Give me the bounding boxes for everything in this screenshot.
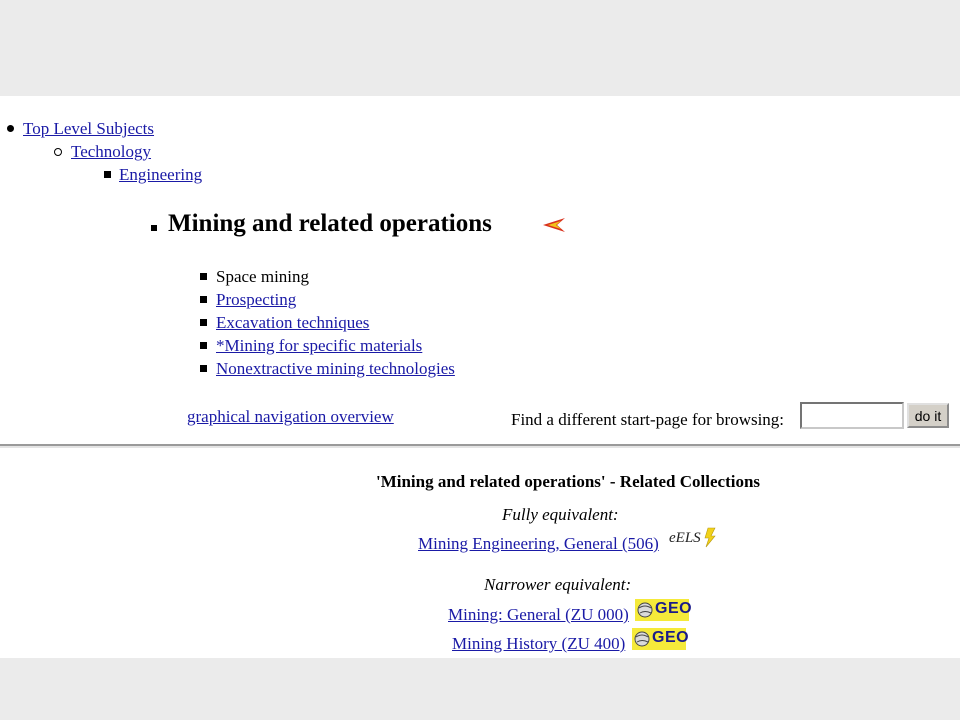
collection-link-mining-engineering-general[interactable]: Mining Engineering, General (506)	[418, 534, 659, 553]
square-bullet-icon	[200, 273, 207, 280]
globe-icon	[633, 629, 653, 649]
subtopic-space-mining: Space mining	[216, 267, 310, 286]
eels-icon[interactable]	[668, 526, 718, 548]
square-bullet-icon	[200, 342, 207, 349]
circle-bullet-icon	[54, 148, 62, 156]
find-start-page-label: Find a different start-page for browsing:	[511, 410, 785, 429]
horizontal-divider	[0, 444, 960, 448]
geo-icon[interactable]	[635, 599, 693, 621]
geo-badge-text: GEO	[652, 629, 690, 646]
breadcrumb-top-level-subjects[interactable]: Top Level Subjects	[23, 119, 155, 138]
page-title: Mining and related operations	[168, 210, 492, 237]
geo-badge-text: GEO	[655, 600, 693, 617]
browser-page	[0, 96, 960, 658]
square-bullet-icon	[200, 365, 207, 372]
square-bullet-icon	[200, 319, 207, 326]
subtopic-nonextractive-mining[interactable]: Nonextractive mining technologies	[216, 359, 455, 378]
collection-link-mining-general[interactable]: Mining: General (ZU 000)	[448, 605, 629, 624]
svg-text:eELS: eELS	[669, 530, 701, 546]
collection-link-mining-history[interactable]: Mining History (ZU 400)	[452, 634, 626, 653]
subtopic-mining-specific-materials[interactable]: *Mining for specific materials	[216, 336, 423, 355]
square-bullet-icon	[151, 225, 157, 231]
start-page-search-input[interactable]	[800, 402, 904, 429]
subtopic-excavation-techniques[interactable]: Excavation techniques	[216, 313, 370, 332]
breadcrumb-technology[interactable]: Technology	[71, 142, 152, 161]
subtopic-prospecting[interactable]: Prospecting	[216, 290, 297, 309]
disc-bullet-icon	[7, 125, 14, 132]
graphical-navigation-overview-link[interactable]: graphical navigation overview	[187, 407, 394, 426]
geo-icon[interactable]	[632, 628, 690, 650]
globe-icon	[636, 600, 656, 620]
square-bullet-icon	[200, 296, 207, 303]
do-it-button[interactable]: do it	[907, 403, 949, 428]
current-location-arrow-icon	[543, 218, 567, 232]
breadcrumb-engineering[interactable]: Engineering	[119, 165, 203, 184]
square-bullet-icon	[104, 171, 111, 178]
narrower-equivalent-label: Narrower equivalent:	[484, 575, 632, 594]
fully-equivalent-label: Fully equivalent:	[502, 505, 619, 524]
related-collections-title: 'Mining and related operations' - Related Collections	[375, 472, 761, 491]
